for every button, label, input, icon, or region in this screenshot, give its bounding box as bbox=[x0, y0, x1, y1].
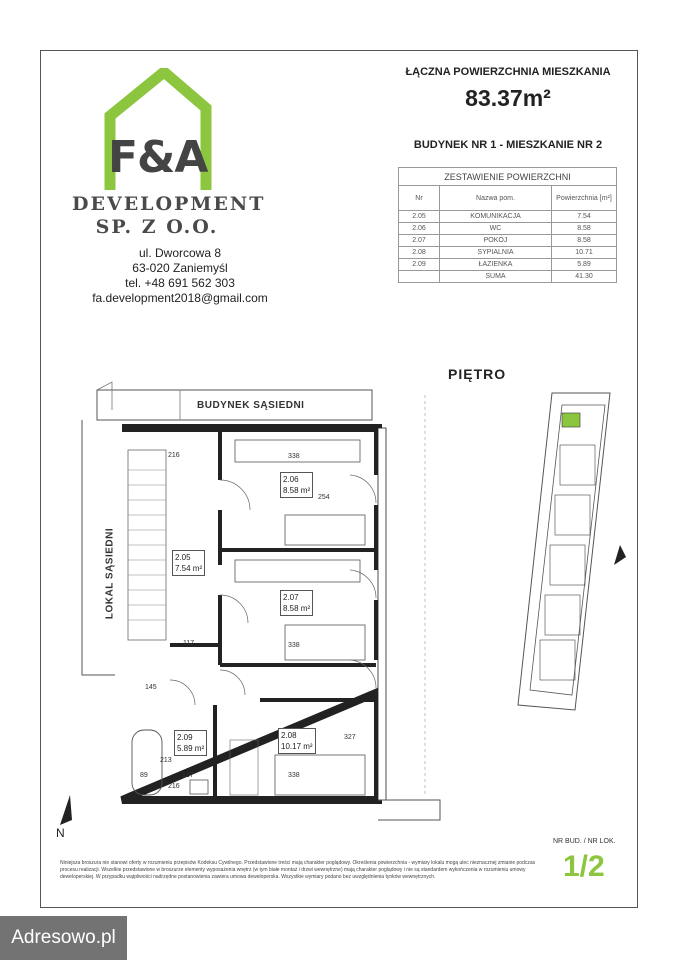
dimension: 213 bbox=[160, 757, 172, 764]
contact-email: fa.development2018@gmail.com bbox=[92, 291, 268, 305]
table-total-row bbox=[399, 271, 617, 283]
table-cell: 10.71 bbox=[552, 247, 617, 259]
exterior-wall bbox=[122, 428, 378, 800]
table-cell: 5.89 bbox=[552, 259, 617, 271]
table-cell: ŁAZIENKA bbox=[440, 259, 552, 271]
legal-note: Niniejsza broszura nie stanowi oferty w rozumieniu przepisów Kodeksu Cywilnego. Przedstawione treści mają charakter poglądowy. Określenia powierzchnia - wymiary lokalu mogą ulec nieznacznej zmianie podczas procesu realizacji. Wszelkie przedstawione w broszurze elementy wyposażenia wnętrz (w tym białe montaż i drzwi wewnętrzne) mają charakter poglądowy i nie są standardem wykończenia w rozumieniu umowy deweloperskiej. W przypadku wątpliwości nadrzędne postanowienia zawiera umowa deweloperska. Wszystkie wymiary podano bez uwzględnienia tynków wewnętrznych. bbox=[60, 860, 536, 880]
table-cell: SYPIALNIA bbox=[440, 247, 552, 259]
logo-development: DEVELOPMENT bbox=[72, 193, 266, 215]
table-cell: 8.58 bbox=[552, 223, 617, 235]
room-area: 8.58 m² bbox=[283, 486, 311, 495]
dimension: 338 bbox=[288, 772, 300, 779]
north-arrow-icon bbox=[614, 545, 626, 565]
table-cell: 2.07 bbox=[399, 235, 440, 247]
north-label: N bbox=[56, 826, 65, 840]
room-id: 2.07 bbox=[283, 593, 299, 602]
floor-plan-drawing bbox=[60, 380, 450, 840]
dimension: 327 bbox=[344, 734, 356, 741]
room-area: 8.58 m² bbox=[283, 604, 311, 613]
table-row bbox=[399, 211, 617, 223]
table-total-label: SUMA bbox=[440, 271, 552, 283]
room-label-2.07 bbox=[280, 590, 313, 616]
site-plan bbox=[510, 385, 630, 715]
table-cell: 2.06 bbox=[399, 223, 440, 235]
contact-street: ul. Dworcowa 8 bbox=[138, 246, 222, 260]
wardrobe bbox=[235, 560, 360, 582]
logo-company-type: SP. Z O.O. bbox=[95, 216, 219, 238]
dimension: 145 bbox=[145, 684, 157, 691]
table-row bbox=[399, 223, 617, 235]
room-label-2.08 bbox=[278, 728, 316, 754]
table-caption: ZESTAWIENIE POWIERZCHNI bbox=[399, 168, 617, 186]
room-label-2.09 bbox=[174, 730, 207, 756]
table-header: Nazwa pom. bbox=[440, 186, 552, 211]
dimension: 89 bbox=[140, 772, 148, 779]
room-area: 10.17 m² bbox=[281, 742, 313, 751]
room-area: 5.89 m² bbox=[177, 744, 205, 753]
table-header: Powierzchnia [m²] bbox=[552, 186, 617, 211]
contact-phone: tel. +48 691 562 303 bbox=[125, 276, 235, 290]
unit-number-label: NR BUD. / NR LOK. bbox=[553, 838, 616, 845]
table-cell: 8.58 bbox=[552, 235, 617, 247]
table-cell: WC bbox=[440, 223, 552, 235]
table-cell: 2.08 bbox=[399, 247, 440, 259]
dimension: 127 bbox=[182, 772, 194, 779]
table-cell: POKÓJ bbox=[440, 235, 552, 247]
dimension: 338 bbox=[288, 453, 300, 460]
room-area-table bbox=[398, 167, 617, 283]
total-area-label: ŁĄCZNA POWIERZCHNIA MIESZKANIA bbox=[405, 66, 611, 78]
total-area-value: 83.37m² bbox=[465, 85, 551, 111]
table-cell: 2.05 bbox=[399, 211, 440, 223]
room-area: 7.54 m² bbox=[175, 564, 203, 573]
room-label-2.05 bbox=[172, 550, 205, 576]
dimension: 216 bbox=[168, 783, 180, 790]
building-unit-label: BUDYNEK NR 1 - MIESZKANIE NR 2 bbox=[413, 139, 603, 151]
room-id: 2.08 bbox=[281, 731, 297, 740]
toilet bbox=[190, 780, 208, 794]
room-label-2.06 bbox=[280, 472, 313, 498]
contact-city: 63-020 Zaniemyśl bbox=[132, 261, 228, 275]
logo-title: F&A bbox=[108, 132, 208, 183]
bed bbox=[285, 515, 365, 545]
floor-label: PIĘTRO bbox=[448, 366, 507, 382]
table-cell: 7.54 bbox=[552, 211, 617, 223]
neighbor-unit-label: LOKAL SĄSIEDNI bbox=[104, 527, 116, 620]
table-total-value: 41.30 bbox=[552, 271, 617, 283]
neighbor-building-label: BUDYNEK SĄSIEDNI bbox=[197, 400, 305, 411]
table-row bbox=[399, 259, 617, 271]
north-arrow-icon bbox=[60, 795, 72, 825]
dimension: 117 bbox=[183, 640, 195, 647]
table-cell: KOMUNIKACJA bbox=[440, 211, 552, 223]
highlighted-unit bbox=[562, 413, 580, 427]
unit-number-value: 1/2 bbox=[563, 850, 605, 883]
table-header: Nr bbox=[399, 186, 440, 211]
watermark-badge: Adresowo.pl bbox=[0, 916, 127, 960]
dimension: 338 bbox=[288, 642, 300, 649]
room-id: 2.05 bbox=[175, 553, 191, 562]
dimension: 216 bbox=[168, 452, 180, 459]
table-row bbox=[399, 235, 617, 247]
room-id: 2.06 bbox=[283, 475, 299, 484]
room-id: 2.09 bbox=[177, 733, 193, 742]
dimension: 254 bbox=[318, 494, 330, 501]
table-cell bbox=[399, 271, 440, 283]
table-row bbox=[399, 247, 617, 259]
table-cell: 2.09 bbox=[399, 259, 440, 271]
